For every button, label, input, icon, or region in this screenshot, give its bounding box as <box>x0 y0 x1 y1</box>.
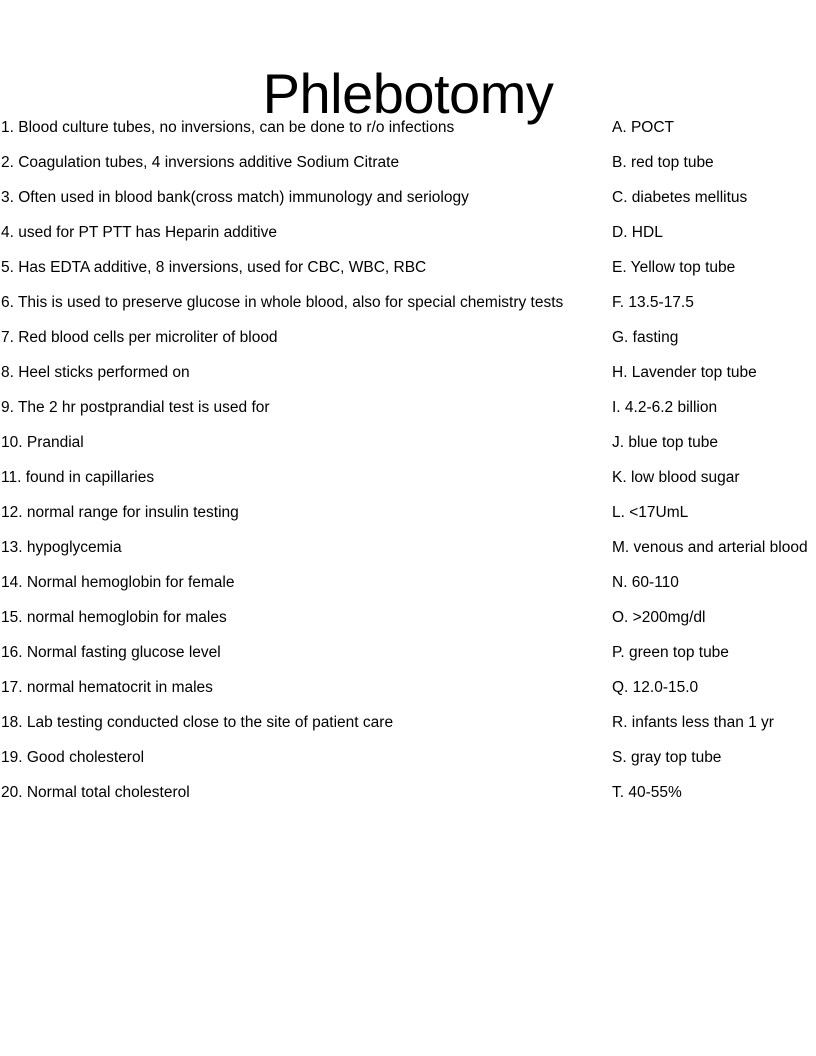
match-row <box>0 215 816 250</box>
term-item: 5. Has EDTA additive, 8 inversions, used for CBC, WBC, RBC <box>1 259 427 276</box>
term-item: 19. Good cholesterol <box>1 749 145 766</box>
match-row <box>0 705 816 740</box>
match-row <box>0 775 816 810</box>
match-row <box>0 495 816 530</box>
term-item: 6. This is used to preserve glucose in whole blood, also for special chemistry tests <box>1 294 564 311</box>
match-row <box>0 740 816 775</box>
term-item: 3. Often used in blood bank(cross match) immunology and seriology <box>1 189 469 206</box>
term-item: 2. Coagulation tubes, 4 inversions additive Sodium Citrate <box>1 154 400 171</box>
term-item: 12. normal range for insulin testing <box>1 504 239 521</box>
term-item: 20. Normal total cholesterol <box>1 784 190 801</box>
answer-option: N. 60-110 <box>612 574 679 591</box>
match-row <box>0 670 816 705</box>
term-item: 11. found in capillaries <box>1 469 155 486</box>
answer-option: R. infants less than 1 yr <box>612 714 774 731</box>
answer-option: S. gray top tube <box>612 749 722 766</box>
matching-list <box>0 110 816 810</box>
term-item: 18. Lab testing conducted close to the site of patient care <box>1 714 394 731</box>
answer-option: G. fasting <box>612 329 679 346</box>
answer-option: L. <17UmL <box>612 504 689 521</box>
match-row <box>0 250 816 285</box>
answer-option: B. red top tube <box>612 154 714 171</box>
answer-option: T. 40-55% <box>612 784 682 801</box>
term-item: 16. Normal fasting glucose level <box>1 644 221 661</box>
answer-option: P. green top tube <box>612 644 729 661</box>
match-row <box>0 110 816 145</box>
answer-option: I. 4.2-6.2 billion <box>612 399 718 416</box>
term-item: 7. Red blood cells per microliter of blood <box>1 329 278 346</box>
answer-option: K. low blood sugar <box>612 469 740 486</box>
term-item: 15. normal hemoglobin for males <box>1 609 227 626</box>
match-row <box>0 460 816 495</box>
term-item: 14. Normal hemoglobin for female <box>1 574 235 591</box>
answer-option: Q. 12.0-15.0 <box>612 679 699 696</box>
answer-option: H. Lavender top tube <box>612 364 757 381</box>
match-row <box>0 285 816 320</box>
match-row <box>0 425 816 460</box>
answer-option: D. HDL <box>612 224 663 241</box>
answer-option: M. venous and arterial blood <box>612 539 808 556</box>
term-item: 9. The 2 hr postprandial test is used for <box>1 399 270 416</box>
match-row <box>0 145 816 180</box>
answer-option: O. >200mg/dl <box>612 609 706 626</box>
match-row <box>0 635 816 670</box>
answer-option: A. POCT <box>612 119 675 136</box>
term-item: 10. Prandial <box>1 434 84 451</box>
page-title: Phlebotomy <box>262 61 554 125</box>
answer-option: F. 13.5-17.5 <box>612 294 694 311</box>
term-item: 17. normal hematocrit in males <box>1 679 213 696</box>
match-row <box>0 565 816 600</box>
match-row <box>0 530 816 565</box>
term-item: 1. Blood culture tubes, no inversions, can be done to r/o infections <box>1 119 455 136</box>
answer-option: J. blue top tube <box>612 434 718 451</box>
term-item: 8. Heel sticks performed on <box>1 364 190 381</box>
match-row <box>0 320 816 355</box>
match-row <box>0 355 816 390</box>
term-item: 13. hypoglycemia <box>1 539 122 556</box>
match-row <box>0 180 816 215</box>
answer-option: E. Yellow top tube <box>612 259 736 276</box>
answer-option: C. diabetes mellitus <box>612 189 748 206</box>
match-row <box>0 600 816 635</box>
term-item: 4. used for PT PTT has Heparin additive <box>1 224 277 241</box>
match-row <box>0 390 816 425</box>
